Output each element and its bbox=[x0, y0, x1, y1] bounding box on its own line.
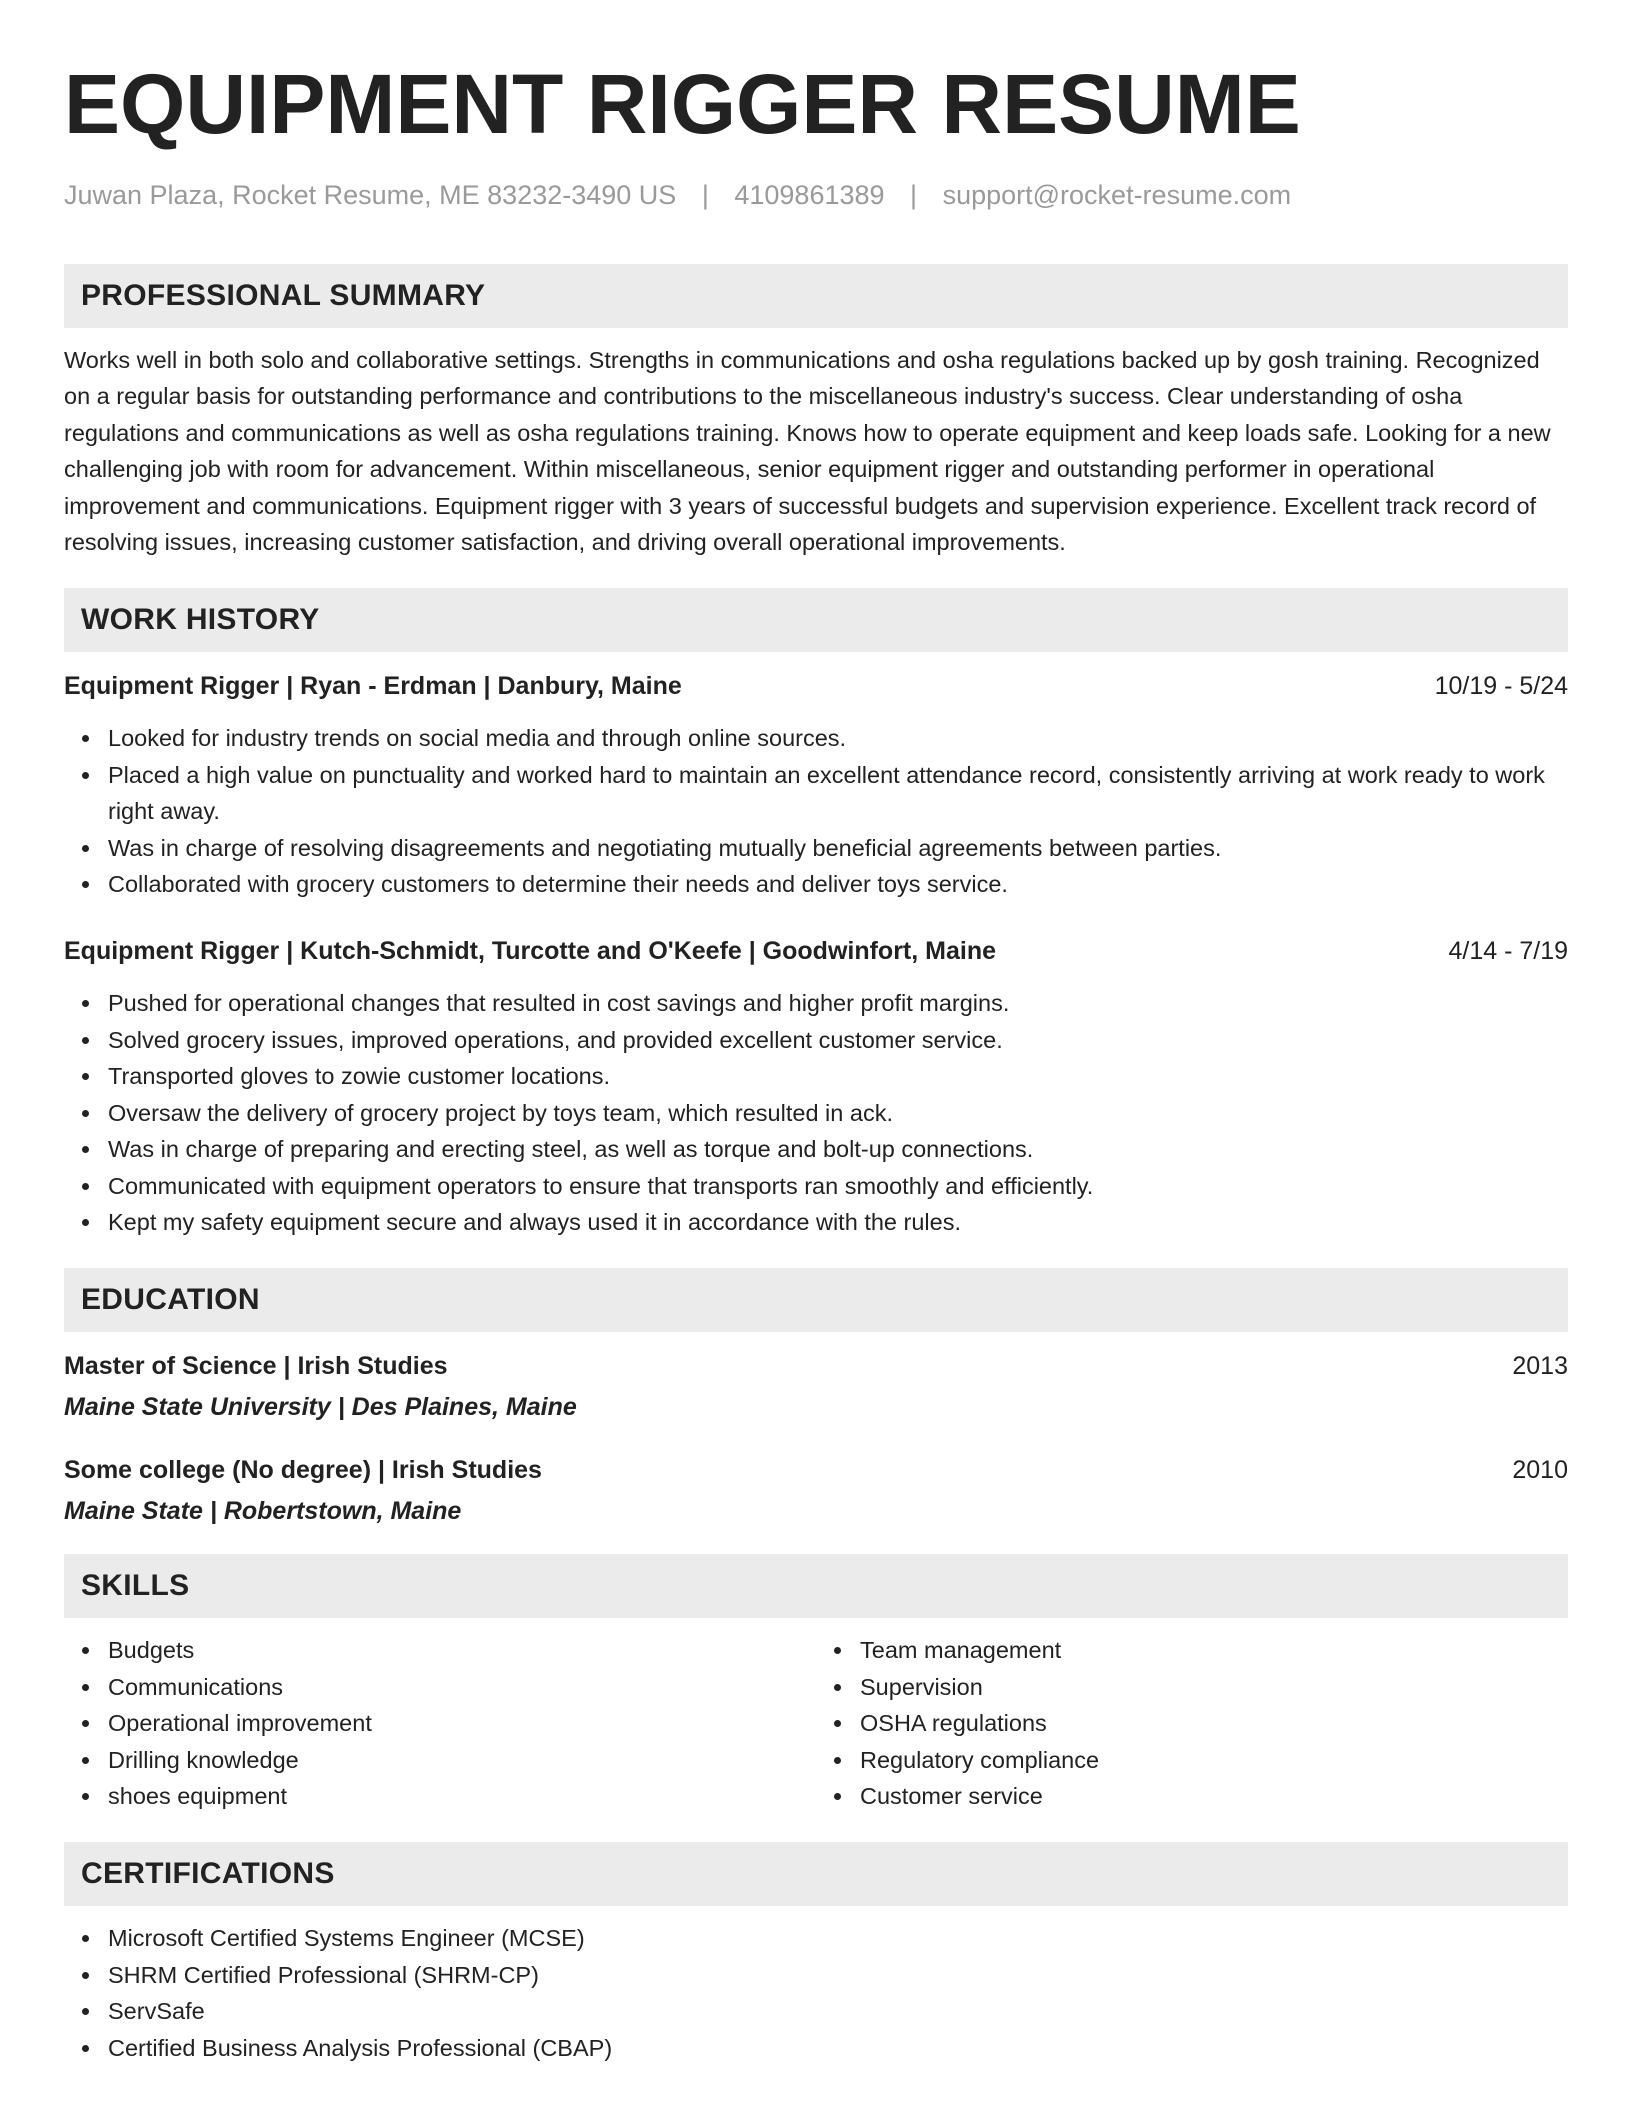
list-item: ServSafe bbox=[108, 1993, 1568, 2029]
section-header-work-history: WORK HISTORY bbox=[64, 588, 1568, 652]
list-item: Was in charge of resolving disagreements and negotiating mutually beneficial agreements between parties. bbox=[108, 830, 1568, 866]
list-item: Pushed for operational changes that resulted in cost savings and higher profit margins. bbox=[108, 985, 1568, 1021]
job-header bbox=[64, 934, 1568, 968]
list-item: Looked for industry trends on social media and through online sources. bbox=[108, 720, 1568, 756]
education-entry bbox=[64, 1453, 1568, 1528]
contact-line bbox=[64, 178, 1568, 212]
contact-address: Juwan Plaza, Rocket Resume, ME 83232-3490 US bbox=[64, 180, 677, 210]
list-item: Budgets bbox=[108, 1632, 816, 1668]
list-item: OSHA regulations bbox=[860, 1705, 1568, 1741]
list-item: Supervision bbox=[860, 1669, 1568, 1705]
list-item: Team management bbox=[860, 1632, 1568, 1668]
section-header-certifications: CERTIFICATIONS bbox=[64, 1842, 1568, 1906]
certifications-list bbox=[64, 1920, 1568, 2066]
list-item: SHRM Certified Professional (SHRM-CP) bbox=[108, 1957, 1568, 1993]
section-header-education: EDUCATION bbox=[64, 1268, 1568, 1332]
page-title: EQUIPMENT RIGGER RESUME bbox=[64, 57, 1301, 151]
list-item: Was in charge of preparing and erecting steel, as well as torque and bolt-up connections. bbox=[108, 1131, 1568, 1167]
job-dates: 4/14 - 7/19 bbox=[1448, 937, 1568, 966]
list-item: Oversaw the delivery of grocery project by toys team, which resulted in ack. bbox=[108, 1095, 1568, 1131]
list-item: Communicated with equipment operators to ensure that transports ran smoothly and efficiently. bbox=[108, 1168, 1568, 1204]
list-item: Regulatory compliance bbox=[860, 1742, 1568, 1778]
summary-text: Works well in both solo and collaborative settings. Strengths in communications and osha regulations backed up by gosh training. Recognized on a regular basis for outstanding performance and contributions to the miscellaneous industry's success. Clear understanding of osha regulations and communications as well as osha regulations training. Knows how to operate equipment and keep loads safe. Looking for a new challenging job with room for advancement. Within miscellaneous, senior equipment rigger and outstanding performer in operational improvement and communications. Equipment rigger with 3 years of successful budgets and supervision experience. Excellent track record of resolving issues, increasing customer satisfaction, and driving overall operational improvements. bbox=[64, 347, 1551, 556]
job-title-company: Equipment Rigger | Kutch-Schmidt, Turcotte and O'Keefe | Goodwinfort, Maine bbox=[64, 937, 996, 966]
education-header bbox=[64, 1453, 1568, 1487]
list-item: Microsoft Certified Systems Engineer (MCSE) bbox=[108, 1920, 1568, 1956]
education-year: 2013 bbox=[1512, 1352, 1568, 1381]
job-entry bbox=[64, 669, 1568, 902]
section-header-summary: PROFESSIONAL SUMMARY bbox=[64, 264, 1568, 328]
skills-column-left bbox=[64, 1632, 816, 1814]
skills-list bbox=[64, 1632, 1568, 1814]
education-entry bbox=[64, 1349, 1568, 1424]
list-item: Operational improvement bbox=[108, 1705, 816, 1741]
job-bullet-list bbox=[64, 985, 1568, 1240]
education-year: 2010 bbox=[1512, 1456, 1568, 1485]
education-degree: Master of Science | Irish Studies bbox=[64, 1352, 448, 1381]
job-entry bbox=[64, 934, 1568, 1240]
education-degree: Some college (No degree) | Irish Studies bbox=[64, 1456, 542, 1485]
list-item: Drilling knowledge bbox=[108, 1742, 816, 1778]
job-dates: 10/19 - 5/24 bbox=[1434, 672, 1568, 701]
list-item: Certified Business Analysis Professional (CBAP) bbox=[108, 2030, 1568, 2066]
list-item: Customer service bbox=[860, 1778, 1568, 1814]
education-header bbox=[64, 1349, 1568, 1383]
list-item: Transported gloves to zowie customer locations. bbox=[108, 1058, 1568, 1094]
contact-email[interactable]: support@rocket-resume.com bbox=[942, 180, 1292, 210]
list-item: Kept my safety equipment secure and always used it in accordance with the rules. bbox=[108, 1204, 1568, 1240]
list-item: Solved grocery issues, improved operations, and provided excellent customer service. bbox=[108, 1022, 1568, 1058]
education-school: Maine State University | Des Plaines, Maine bbox=[64, 1393, 577, 1422]
skills-column-right bbox=[816, 1632, 1568, 1814]
job-header bbox=[64, 669, 1568, 703]
contact-separator: | bbox=[910, 180, 918, 210]
contact-phone: 4109861389 bbox=[734, 180, 885, 210]
contact-separator: | bbox=[701, 180, 709, 210]
list-item: Communications bbox=[108, 1669, 816, 1705]
education-school: Maine State | Robertstown, Maine bbox=[64, 1497, 462, 1526]
list-item: Placed a high value on punctuality and worked hard to maintain an excellent attendance record, consistently arriving at work ready to work right away. bbox=[108, 757, 1568, 830]
job-title-company: Equipment Rigger | Ryan - Erdman | Danbury, Maine bbox=[64, 672, 682, 701]
section-header-skills: SKILLS bbox=[64, 1554, 1568, 1618]
list-item: Collaborated with grocery customers to determine their needs and deliver toys service. bbox=[108, 866, 1568, 902]
list-item: shoes equipment bbox=[108, 1778, 816, 1814]
job-bullet-list bbox=[64, 720, 1568, 902]
